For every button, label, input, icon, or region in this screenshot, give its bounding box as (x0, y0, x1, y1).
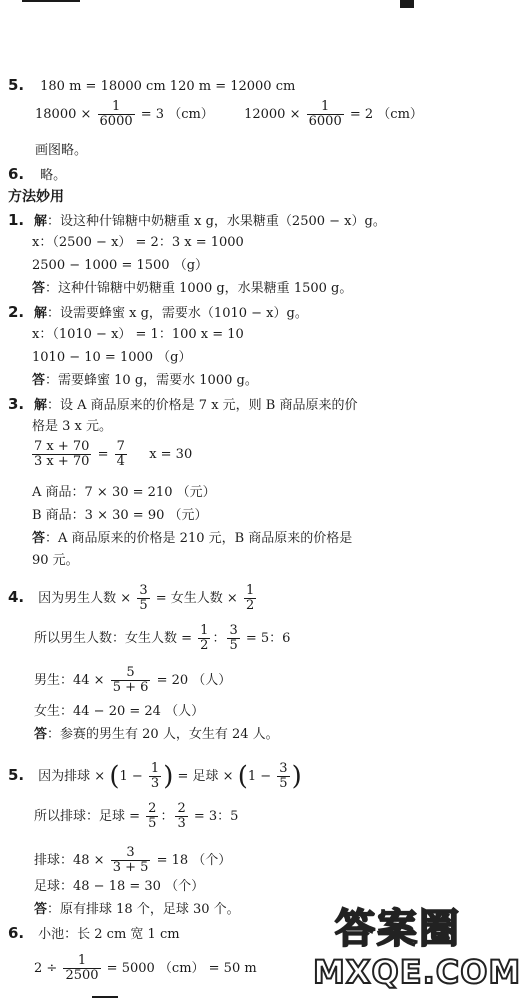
p4-line1: 4. 因为男生人数 × $\frac{3}{5}$ = 女生人数 × $\frac{1}{2}$ (8, 583, 255, 613)
p5-line3: 排球：48 × $\frac{3}{3 + 5}$ = 18 （个） (34, 845, 232, 875)
item-number: 4. (8, 588, 25, 606)
item-number: 6. (8, 165, 25, 183)
q5-line2: 18000 × $\frac{1}{6000}$ = 3 （cm） 12000 × $\frac{1}{6000}$ = 2 （cm） (35, 99, 423, 129)
p5-line2: 所以排球：足球 = $\frac{2}{5}$ ： $\frac{2}{3}$ = 3：5 (34, 801, 239, 831)
p3-answer-cont: 90 元。 (32, 553, 79, 568)
edge-mark (400, 0, 414, 8)
p3-answer: 答：A 商品原来的价格是 210 元，B 商品原来的价格是 (32, 531, 353, 546)
fraction: $\frac{2}{5}$ (148, 801, 157, 831)
edge-mark (22, 0, 80, 2)
fraction: $\frac{1}{2500}$ (65, 953, 99, 983)
item-number: 2. (8, 303, 25, 321)
q5-line1: 5. 180 m = 18000 cm 120 m = 12000 cm (8, 76, 296, 94)
p1-line3: 2500 − 1000 = 1500 （g） (32, 258, 209, 273)
item-number: 3. (8, 395, 25, 413)
edge-mark (92, 996, 118, 998)
p5-line4: 足球：48 − 18 = 30 （个） (34, 879, 205, 894)
fraction: $\frac{3}{5}$ (229, 623, 238, 653)
p2-line2: x：（1010 − x） = 1：100 x = 10 (32, 327, 244, 342)
item-number: 5. (8, 76, 25, 94)
p3-line1: 3. 解：设 A 商品原来的价格是 7 x 元，则 B 商品原来的价 (8, 395, 358, 413)
fraction: $\frac{1}{6000}$ (99, 99, 133, 129)
p2-line3: 1010 − 10 = 1000 （g） (32, 350, 192, 365)
p6-line1: 6. 小池：长 2 cm 宽 1 cm (8, 924, 180, 942)
p3-equation: $\frac{7 x + 70}{3 x + 70}$ = $\frac{7}{4}$ x = 30 (34, 439, 193, 469)
fraction: $\frac{5}{5 + 6}$ (112, 665, 149, 695)
p1-line1: 1. 解：设这种什锦糖中奶糖重 x g，水果糖重（2500 − x）g。 (8, 211, 386, 229)
p3-line3: A 商品：7 × 30 = 210 （元） (32, 485, 216, 500)
p1-answer: 答：这种什锦糖中奶糖重 1000 g，水果糖重 1500 g。 (32, 281, 353, 296)
item-number: 1. (8, 211, 25, 229)
q5-line3: 画图略。 (35, 143, 88, 158)
fraction: $\frac{1}{2}$ (200, 623, 209, 653)
p4-answer: 答：参赛的男生有 20 人，女生有 24 人。 (34, 727, 279, 742)
item-number: 6. (8, 924, 25, 942)
item-number: 5. (8, 766, 25, 784)
fraction: $\frac{3}{5}$ (139, 583, 148, 613)
p4-line2: 所以男生人数：女生人数 = $\frac{1}{2}$ ： $\frac{3}{5}$ = 5：6 (34, 623, 291, 653)
fraction: $\frac{3}{5}$ (279, 761, 288, 791)
fraction: $\frac{2}{3}$ (177, 801, 186, 831)
fraction: $\frac{7}{4}$ (116, 439, 125, 469)
p5-line1: 5. 因为排球 × (1 − $\frac{1}{3}$ ) = 足球 × (1 − $\frac{3}{5}$ ) (8, 761, 302, 792)
p2-answer: 答：需要蜂蜜 10 g，需要水 1000 g。 (32, 373, 258, 388)
p5-answer: 答：原有排球 18 个，足球 30 个。 (34, 902, 240, 917)
q6-line: 6. 略。 (8, 165, 67, 183)
p6-line2: 2 ÷ $\frac{1}{2500}$ = 5000 （cm） = 50 m (34, 953, 257, 983)
fraction: $\frac{1}{6000}$ (308, 99, 342, 129)
fraction: $\frac{1}{3}$ (150, 761, 160, 791)
p3-line4: B 商品：3 × 30 = 90 （元） (32, 508, 208, 523)
fraction: $\frac{3}{3 + 5}$ (112, 845, 149, 875)
fraction: $\frac{7 x + 70}{3 x + 70}$ (34, 439, 90, 469)
p3-line1-cont: 格是 3 x 元。 (32, 419, 112, 434)
fraction: $\frac{1}{2}$ (245, 583, 255, 613)
p2-line1: 2. 解：设需要蜂蜜 x g，需要水（1010 − x）g。 (8, 303, 308, 321)
section-title: 方法妙用 (8, 189, 64, 205)
watermark-logo: 答案圈 MXQE.COM (313, 906, 521, 991)
p1-line2: x：（2500 − x） = 2：3 x = 1000 (32, 235, 244, 250)
p4-line3: 男生：44 × $\frac{5}{5 + 6}$ = 20 （人） (34, 665, 232, 695)
p4-line4: 女生：44 − 20 = 24 （人） (34, 704, 205, 719)
